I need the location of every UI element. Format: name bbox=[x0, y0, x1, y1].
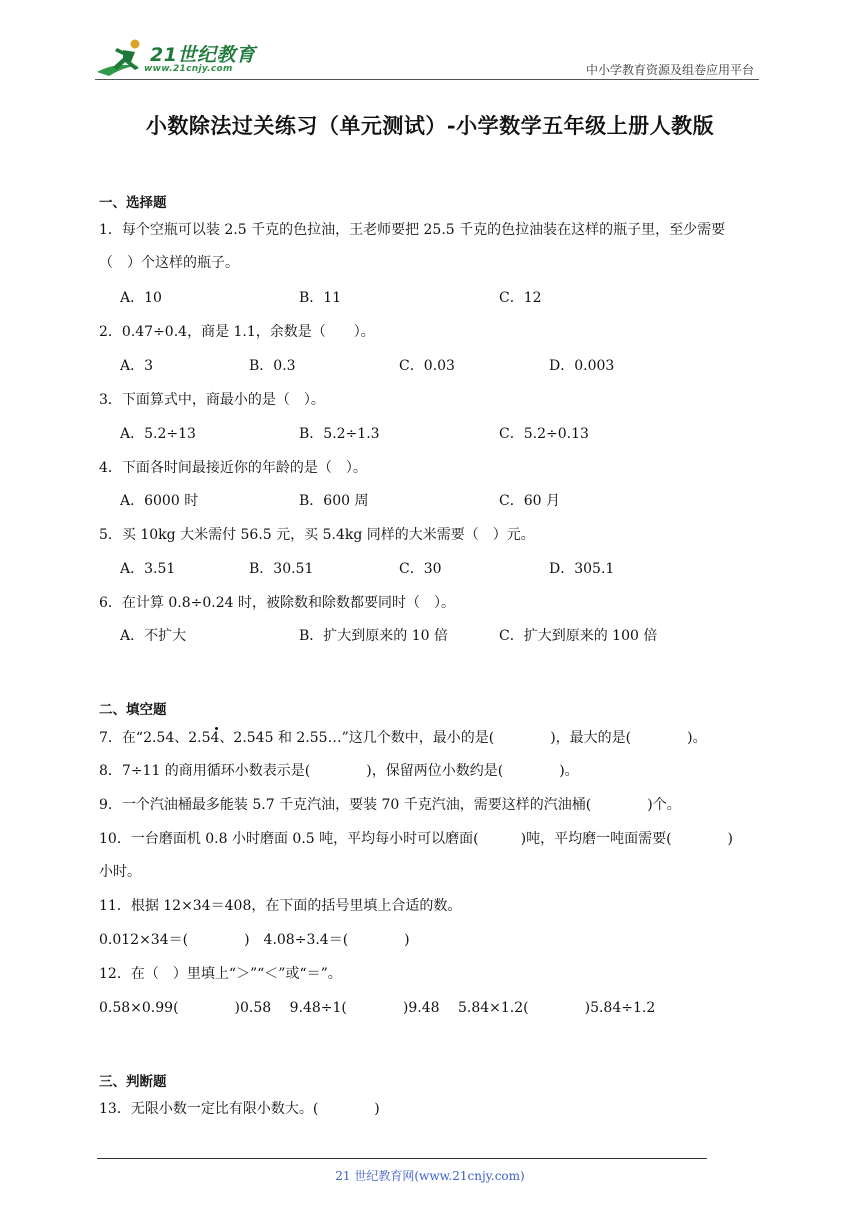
q7-text-c: 、2.545 和 2.55…”这几个数中，最小的是( )，最大的是( )。 bbox=[219, 730, 707, 746]
section-heading-choice: 一、选择题 bbox=[99, 195, 167, 211]
q4-option-a[interactable]: A．6000 时 bbox=[120, 493, 199, 509]
question-12-items: 0.58×0.99( )0.58 9.48÷1( )9.48 5.84×1.2( )5.84÷1.2 bbox=[99, 1000, 656, 1016]
question-5: 5．买 10kg 大米需付 56.5 元，买 5.4kg 同样的大米需要（ ）元。 bbox=[99, 527, 535, 543]
q1-option-a[interactable]: A．10 bbox=[120, 290, 162, 306]
question-13: 13．无限小数一定比有限小数大。( ) bbox=[99, 1101, 380, 1117]
q4-option-b[interactable]: B．600 周 bbox=[299, 493, 369, 509]
question-1-line-2: （ ）个这样的瓶子。 bbox=[99, 255, 239, 271]
footer-divider bbox=[97, 1158, 707, 1159]
q4-option-c[interactable]: C．60 月 bbox=[499, 493, 560, 509]
q2-option-c[interactable]: C．0.03 bbox=[399, 358, 455, 374]
section-heading-judge: 三、判断题 bbox=[99, 1074, 167, 1090]
q5-option-a[interactable]: A．3.51 bbox=[120, 561, 176, 577]
question-6: 6．在计算 0.8÷0.24 时，被除数和除数都要同时（ ）。 bbox=[99, 595, 455, 611]
question-10-line-2: 小时。 bbox=[99, 864, 141, 880]
header-divider bbox=[95, 79, 759, 80]
q5-option-b[interactable]: B．30.51 bbox=[249, 561, 314, 577]
section-heading-fill: 二、填空题 bbox=[99, 702, 167, 718]
q3-option-b[interactable]: B．5.2÷1.3 bbox=[299, 426, 380, 442]
question-1-line-1: 1．每个空瓶可以装 2.5 千克的色拉油，王老师要把 25.5 千克的色拉油装在这样的瓶子里，至少需要 bbox=[99, 222, 726, 238]
header-platform-text: 中小学教育资源及组卷应用平台 bbox=[585, 63, 754, 77]
question-12: 12．在（ ）里填上“＞”“＜”或“＝”。 bbox=[99, 966, 342, 982]
footer-text[interactable]: 21 世纪教育网(www.21cnjy.com) bbox=[335, 1169, 525, 1183]
logo-url: www.21cnjy.com bbox=[144, 64, 233, 74]
q7-repeating-decimal: 2.54 bbox=[188, 730, 220, 746]
q2-option-d[interactable]: D．0.003 bbox=[549, 358, 615, 374]
question-8: 8．7÷11 的商用循环小数表示是( )，保留两位小数约是( )。 bbox=[99, 763, 579, 779]
q7-text-a: 7．在“2.54、 bbox=[99, 730, 189, 746]
question-11-items: 0.012×34＝( ) 4.08÷3.4＝( ) bbox=[99, 932, 410, 948]
question-2: 2．0.47÷0.4，商是 1.1，余数是（ ）。 bbox=[99, 324, 375, 340]
question-4: 4．下面各时间最接近你的年龄的是（ ）。 bbox=[99, 460, 367, 476]
question-9: 9．一个汽油桶最多能装 5.7 千克汽油，要装 70 千克汽油，需要这样的汽油桶( )个。 bbox=[99, 797, 681, 813]
q5-option-c[interactable]: C．30 bbox=[399, 561, 442, 577]
q6-option-c[interactable]: C．扩大到原来的 100 倍 bbox=[499, 628, 658, 644]
logo-text: 21世纪教育 bbox=[150, 44, 256, 66]
q3-option-a[interactable]: A．5.2÷13 bbox=[120, 426, 196, 442]
question-10-line-1: 10．一台磨面机 0.8 小时磨面 0.5 吨，平均每小时可以磨面( )吨，平均磨一吨面需要( ) bbox=[99, 831, 733, 847]
q3-option-c[interactable]: C．5.2÷0.13 bbox=[499, 426, 589, 442]
question-11: 11．根据 12×34＝408，在下面的括号里填上合适的数。 bbox=[99, 898, 462, 914]
q6-option-b[interactable]: B．扩大到原来的 10 倍 bbox=[299, 628, 449, 644]
q1-option-c[interactable]: C．12 bbox=[499, 290, 542, 306]
q2-option-b[interactable]: B．0.3 bbox=[249, 358, 296, 374]
q6-option-a[interactable]: A．不扩大 bbox=[120, 628, 187, 644]
q2-option-a[interactable]: A．3 bbox=[120, 358, 154, 374]
q5-option-d[interactable]: D．305.1 bbox=[549, 561, 615, 577]
page-title: 小数除法过关练习（单元测试）-小学数学五年级上册人教版 bbox=[145, 113, 715, 138]
q1-option-b[interactable]: B．11 bbox=[299, 290, 342, 306]
question-7 bbox=[99, 727, 707, 747]
question-3: 3．下面算式中，商最小的是（ ）。 bbox=[99, 392, 325, 408]
